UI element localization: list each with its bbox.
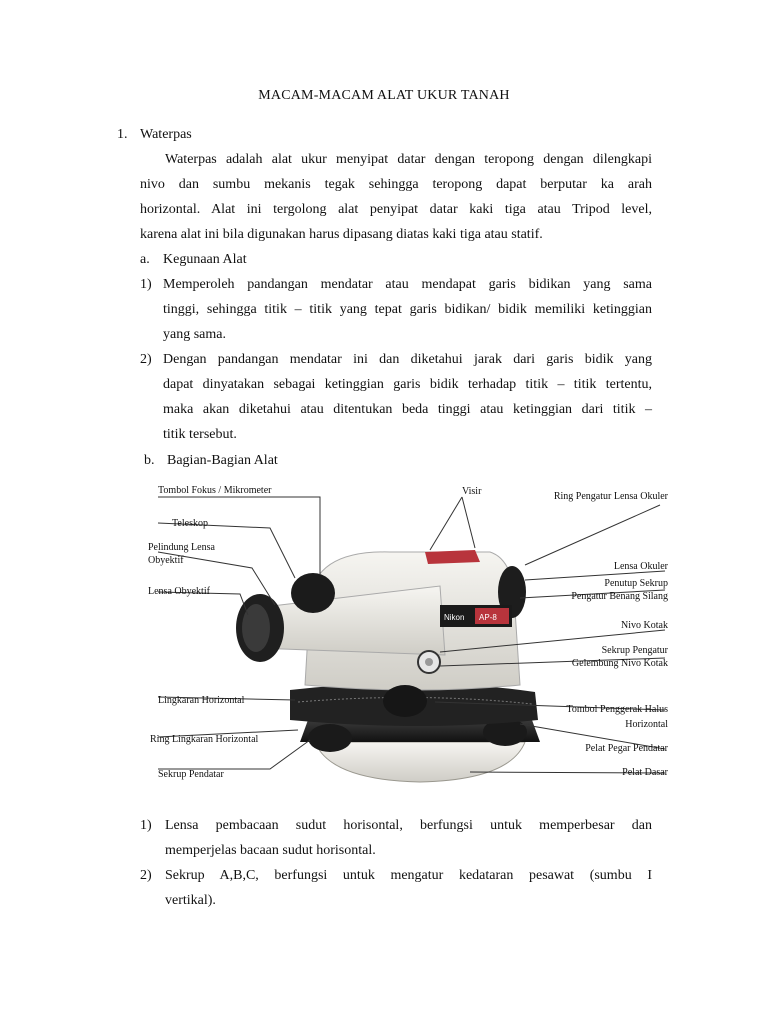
subsection-heading: Bagian-Bagian Alat [167, 453, 278, 468]
label-telescope: Teleskop [172, 518, 208, 529]
label-base-plate: Pelat Dasar [622, 767, 668, 778]
instrument-figure [140, 480, 672, 788]
section-heading: Waterpas [140, 127, 192, 142]
list-item-line: dapat dinyatakan sebagai ketinggian garis bidik terhadap titik – titik tertentu, [163, 377, 652, 392]
label-objective-lens: Lensa Obyektif [148, 586, 210, 597]
label-bubble-screw: Sekrup Pengatur [601, 645, 668, 656]
label-eyepiece-ring: Ring Pengatur Lensa Okuler [553, 491, 668, 502]
list-item-line: maka akan diketahui atau ditentukan beda tinggi atau ketinggian dari titik – [163, 402, 652, 417]
list-marker: 1) [140, 818, 152, 833]
list-marker: 2) [140, 352, 152, 367]
list-item-line: Lensa pembacaan sudut horisontal, berfungsi untuk memperbesar dan [165, 818, 652, 833]
label-foot-screw: Sekrup Pendatar [158, 769, 224, 780]
label-horizontal-circle: Lingkaran Horizontal [158, 695, 245, 706]
label-leveling-plate: Pelat Pegar Pendatar [585, 743, 668, 754]
telescope-shape [255, 586, 445, 655]
focus-knob-shape [291, 573, 335, 613]
label-circular-bubble: Nivo Kotak [621, 620, 668, 631]
label-focus-knob: Tombol Fokus / Mikrometer [158, 485, 272, 496]
paragraph-line: Waterpas adalah alat ukur menyipat datar dengan teropong dengan dilengkapi [165, 152, 652, 167]
label-bubble-screw-2: Gelembung Nivo Kotak [571, 658, 668, 669]
label-fine-motion: Tombol Penggerak Halus [566, 704, 668, 715]
list-item-line: Dengan pandangan mendatar ini dan diketahui jarak dari garis bidik yang [163, 352, 652, 367]
brand-text: Nikon [444, 613, 465, 622]
fine-motion-knob-shape [383, 685, 427, 717]
list-item-line: memperjelas bacaan sudut horisontal. [165, 843, 376, 858]
list-marker: 2) [140, 868, 152, 883]
subsection-marker: a. [140, 252, 150, 267]
list-item-line: Memperoleh pandangan mendatar atau mendapat garis bidikan yang sama [163, 277, 652, 292]
foot-screw-shape [308, 724, 352, 752]
label-reticle-cover: Penutup Sekrup [604, 578, 668, 589]
list-item-line: Sekrup A,B,C, berfungsi untuk mengatur kedataran pesawat (sumbu I [165, 868, 652, 883]
label-eyepiece: Lensa Okuler [613, 561, 668, 572]
list-marker: 1) [140, 277, 152, 292]
subsection-heading: Kegunaan Alat [163, 252, 247, 267]
subsection-marker: b. [144, 453, 155, 468]
list-item-line: vertikal). [165, 893, 216, 908]
paragraph-line: nivo dan sumbu mekanis tegak sehingga teropong dapat berputar ka arah [140, 177, 652, 192]
label-reticle-cover-2: Pengatur Benang Silang [571, 591, 668, 602]
sight-band-shape [425, 550, 480, 564]
model-text: AP-8 [479, 613, 497, 622]
label-lens-hood-2: Obyektif [148, 555, 184, 566]
section-number: 1. [117, 127, 128, 142]
automatic-level-diagram [140, 480, 672, 788]
label-horizontal-circle-ring: Ring Lingkaran Horizontal [150, 734, 259, 745]
paragraph-line: karena alat ini bila digunakan harus dipasang diatas kaki tiga atau statif. [140, 227, 543, 242]
list-item-line: yang sama. [163, 327, 226, 342]
paragraph-line: horizontal. Alat ini tergolong alat penyipat datar kaki tiga atau Tripod level, [140, 202, 652, 217]
page-title: MACAM-MACAM ALAT UKUR TANAH [258, 88, 510, 103]
base-plate-shape [315, 742, 525, 782]
list-item-line: tinggi, sehingga titik – titik yang tepat garis bidikan/ bidik memiliki ketinggian [163, 302, 652, 317]
label-sight: Visir [462, 486, 482, 497]
list-item-line: titik tersebut. [163, 427, 237, 442]
label-fine-motion-2: Horizontal [625, 719, 668, 730]
label-lens-hood: Pelindung Lensa [148, 542, 215, 553]
